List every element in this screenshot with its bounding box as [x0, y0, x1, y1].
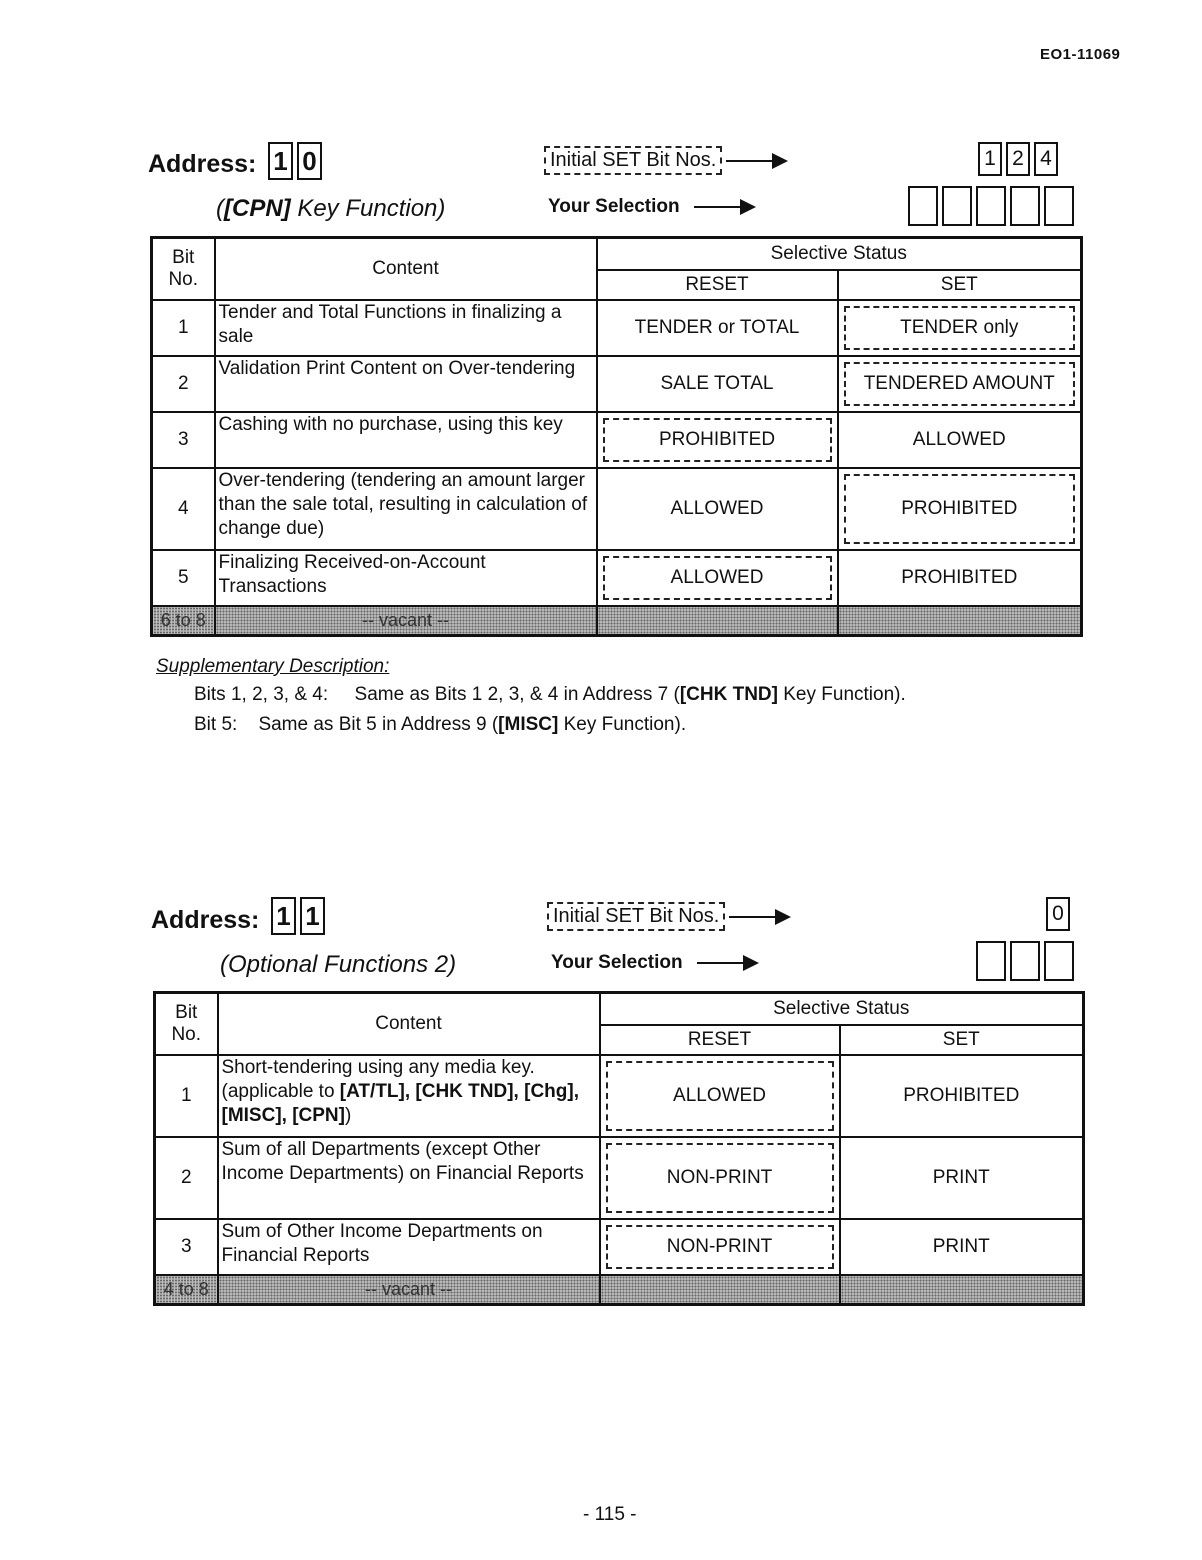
reset-value: TENDER or TOTAL — [597, 300, 838, 356]
set-value-initial: TENDERED AMOUNT — [838, 356, 1082, 412]
initial-set-bit: 1 — [978, 142, 1002, 176]
header-selective-status: Selective Status — [600, 993, 1084, 1025]
selection-box[interactable] — [942, 186, 972, 226]
section-subtitle: (Optional Functions 2) — [220, 951, 457, 978]
selection-boxes — [908, 186, 1074, 226]
set-value: PRINT — [840, 1137, 1084, 1219]
address-digits — [268, 142, 322, 180]
your-selection-row — [548, 196, 756, 218]
bit-number: 1 — [152, 300, 215, 356]
selection-box[interactable] — [976, 186, 1006, 226]
table-row — [155, 1137, 1084, 1219]
set-value: PRINT — [840, 1219, 1084, 1275]
initial-set-bits — [978, 142, 1058, 176]
table-row — [155, 1219, 1084, 1275]
key-name: [AT/TL], [CHK TND], [Chg], [MISC], [CPN] — [221, 1080, 579, 1126]
vacant-row — [152, 606, 1082, 636]
address-digit: 0 — [297, 142, 322, 180]
header-set: SET — [840, 1025, 1084, 1055]
row-content: Short-tendering using any media key. (applicable to [AT/TL], [CHK TND], [Chg], [MISC], [CPN]) — [218, 1055, 600, 1137]
header-reset: RESET — [597, 270, 838, 300]
table-row — [152, 468, 1082, 550]
supplementary-title: Supplementary Description: — [156, 656, 390, 677]
bit-number: 2 — [155, 1137, 218, 1219]
key-name: [MISC] — [498, 714, 559, 735]
right-arrow-icon — [729, 909, 791, 925]
initial-set-row — [544, 146, 788, 175]
reset-value: ALLOWED — [597, 468, 838, 550]
section-subtitle: ([CPN] Key Function) — [216, 195, 446, 222]
selection-box[interactable] — [908, 186, 938, 226]
selection-box[interactable] — [976, 941, 1006, 981]
table-row — [155, 1055, 1084, 1137]
table-row — [152, 300, 1082, 356]
row-content: Sum of all Departments (except Other Income Departments) on Financial Reports — [218, 1137, 600, 1219]
bit-table — [153, 991, 1085, 1306]
header-bit-no: Bit No. — [152, 238, 215, 300]
bit-table — [150, 236, 1083, 637]
right-arrow-icon — [726, 153, 788, 169]
right-arrow-icon — [694, 199, 756, 215]
reset-value-initial: PROHIBITED — [597, 412, 838, 468]
row-content: Over-tendering (tendering an amount larger than the sale total, resulting in calculation of change due) — [215, 468, 597, 550]
selection-box[interactable] — [1044, 186, 1074, 226]
supplementary-line: Bits 1, 2, 3, & 4: Same as Bits 1 2, 3, & 4 in Address 7 ([CHK TND] Key Function). — [194, 684, 906, 705]
bit-number: 3 — [155, 1219, 218, 1275]
your-selection-row — [551, 952, 759, 974]
table-row — [152, 356, 1082, 412]
your-selection-label: Your Selection — [551, 952, 683, 973]
initial-set-bits — [1046, 897, 1070, 931]
bit-number: 3 — [152, 412, 215, 468]
set-value: PROHIBITED — [838, 550, 1082, 606]
set-value-initial: TENDER only — [838, 300, 1082, 356]
set-value-initial: PROHIBITED — [838, 468, 1082, 550]
header-reset: RESET — [600, 1025, 840, 1055]
vacant-label: -- vacant -- — [218, 1275, 600, 1305]
initial-set-row — [547, 902, 791, 931]
initial-set-label: Initial SET Bit Nos. — [544, 146, 722, 175]
reset-value-initial: ALLOWED — [600, 1055, 840, 1137]
header-bit-no: Bit No. — [155, 993, 218, 1055]
address-label: Address: — [151, 906, 260, 934]
your-selection-label: Your Selection — [548, 196, 680, 217]
bit-number: 4 — [152, 468, 215, 550]
header-content: Content — [215, 238, 597, 300]
row-content: Sum of Other Income Departments on Financial Reports — [218, 1219, 600, 1275]
address-label: Address: — [148, 150, 257, 178]
reset-value-initial: NON-PRINT — [600, 1137, 840, 1219]
supplementary-line: Bit 5: Same as Bit 5 in Address 9 ([MISC] Key Function). — [194, 714, 687, 735]
reset-value: SALE TOTAL — [597, 356, 838, 412]
vacant-bits: 4 to 8 — [155, 1275, 218, 1305]
header-set: SET — [838, 270, 1082, 300]
selection-box[interactable] — [1044, 941, 1074, 981]
row-content: Validation Print Content on Over-tendering — [215, 356, 597, 412]
vacant-row — [155, 1275, 1084, 1305]
bit-number: 1 — [155, 1055, 218, 1137]
document-number: EO1-11069 — [1040, 46, 1121, 63]
initial-set-label: Initial SET Bit Nos. — [547, 902, 725, 931]
row-content: Cashing with no purchase, using this key — [215, 412, 597, 468]
initial-set-bit: 4 — [1034, 142, 1058, 176]
address-digits — [271, 897, 325, 935]
selection-box[interactable] — [1010, 941, 1040, 981]
page-number: - 115 - — [583, 1504, 637, 1525]
reset-value-initial: ALLOWED — [597, 550, 838, 606]
address-digit: 1 — [268, 142, 293, 180]
vacant-bits: 6 to 8 — [152, 606, 215, 636]
initial-set-bit: 2 — [1006, 142, 1030, 176]
reset-value-initial: NON-PRINT — [600, 1219, 840, 1275]
table-row — [152, 412, 1082, 468]
selection-boxes — [976, 941, 1074, 981]
initial-set-bit: 0 — [1046, 897, 1070, 931]
selection-box[interactable] — [1010, 186, 1040, 226]
right-arrow-icon — [697, 955, 759, 971]
set-value: PROHIBITED — [840, 1055, 1084, 1137]
table-row — [152, 550, 1082, 606]
address-digit: 1 — [300, 897, 325, 935]
vacant-label: -- vacant -- — [215, 606, 597, 636]
address-digit: 1 — [271, 897, 296, 935]
header-selective-status: Selective Status — [597, 238, 1082, 270]
bit-number: 2 — [152, 356, 215, 412]
row-content: Finalizing Received-on-Account Transactions — [215, 550, 597, 606]
key-name: [CHK TND] — [679, 684, 778, 705]
set-value: ALLOWED — [838, 412, 1082, 468]
key-name: [CPN] — [224, 195, 291, 222]
row-content: Tender and Total Functions in finalizing a sale — [215, 300, 597, 356]
header-content: Content — [218, 993, 600, 1055]
bit-number: 5 — [152, 550, 215, 606]
